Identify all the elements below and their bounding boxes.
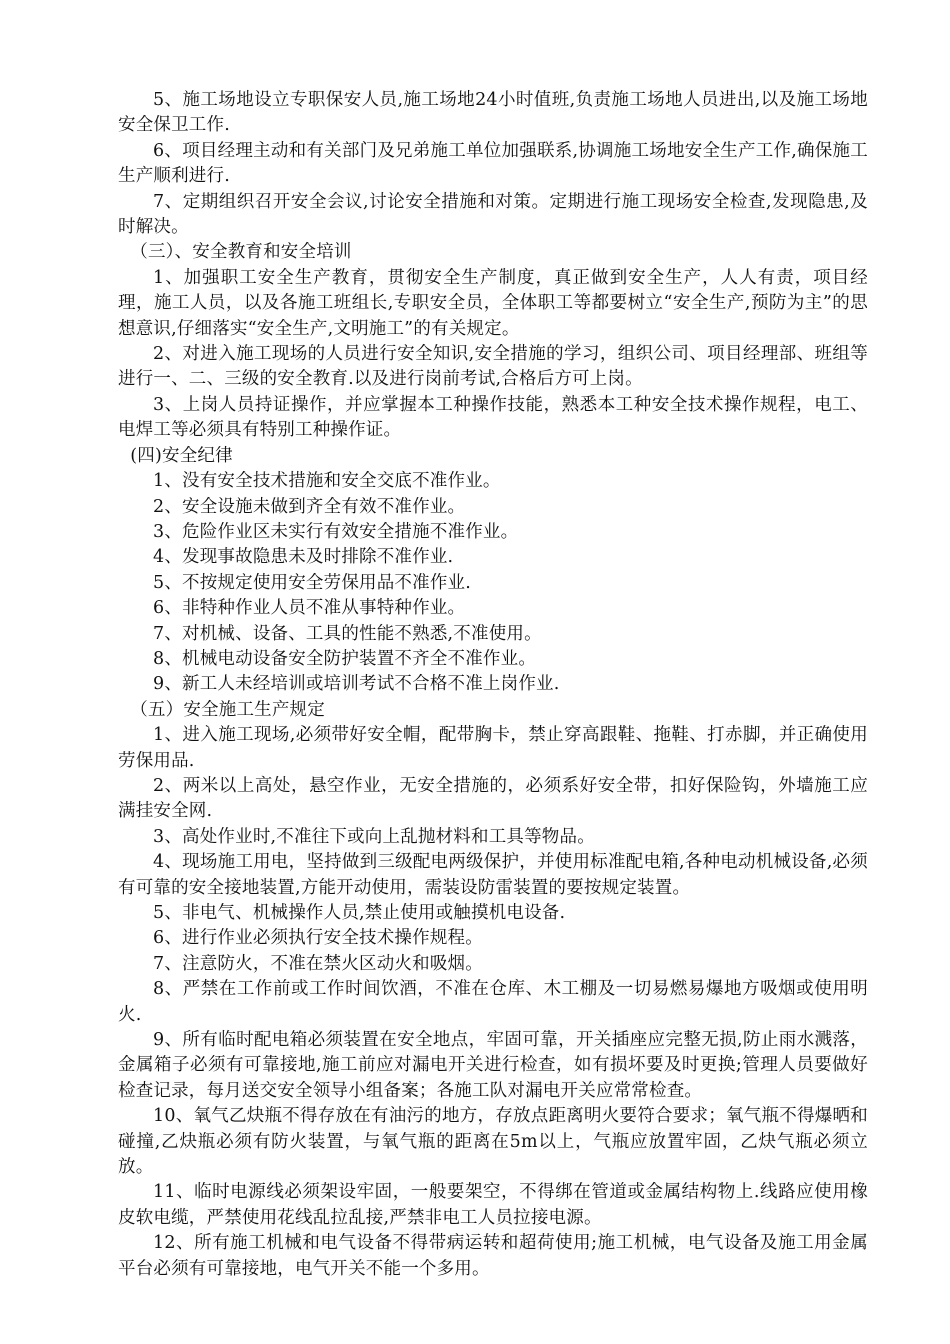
paragraph-security-guards: 5、施工场地设立专职保安人员,施工场地24小时值班,负责施工场地人员进出,以及施工场地安全保卫工作. <box>118 90 868 136</box>
discipline-item-4: 4、发现事故隐患未及时排除不准作业. <box>153 547 454 568</box>
paragraph-education-3: 3、上岗人员持证操作，并应掌握本工种操作技能，熟悉本工种安全技术操作规程，电工、电焊工等必须具有特别工种操作证。 <box>118 394 868 441</box>
rule-item-6: 6、进行作业必须执行安全技术操作规程。 <box>153 928 483 949</box>
section-heading-safety-discipline: (四)安全纪律 <box>130 445 233 466</box>
discipline-item-1: 1、没有安全技术措施和安全交底不准作业。 <box>153 471 501 492</box>
rule-item-5: 5、非电气、机械操作人员,禁止使用或触摸机电设备. <box>153 903 566 923</box>
section-heading-safety-rules: （五）安全施工生产规定 <box>130 699 325 720</box>
paragraph-education-1: 1、加强职工安全生产教育，贯彻安全生产制度，真正做到安全生产，人人有责，项目经理，施工人员，以及各施工班组长,专职安全员，全体职工等都要树立“安全生产,预防为主”的思想意识,仔细落实“安全生产,文明施工”的有关规定。 <box>118 267 868 339</box>
rule-item-3: 3、高处作业时,不准往下或向上乱抛材料和工具等物品。 <box>153 826 595 847</box>
rule-item-8: 8、严禁在工作前或工作时间饮酒，不准在仓库、木工棚及一切易燃易爆地方吸烟或使用明火. <box>118 979 868 1025</box>
discipline-item-9: 9、新工人未经培训或培训考试不合格不准上岗作业. <box>153 674 560 695</box>
rule-item-1: 1、进入施工现场,必须带好安全帽，配带胸卡，禁止穿高跟鞋、拖鞋、打赤脚，并正确使用劳保用品. <box>118 725 868 771</box>
rule-item-2: 2、两米以上高处，悬空作业，无安全措施的，必须系好安全带，扣好保险钩，外墙施工应满挂安全网. <box>118 775 868 822</box>
paragraph-education-2: 2、对进入施工现场的人员进行安全知识,安全措施的学习，组织公司、项目经理部、班组等进行一、二、三级的安全教育.以及进行岗前考试,合格后方可上岗。 <box>118 344 868 390</box>
rule-item-12: 12、所有施工机械和电气设备不得带病运转和超荷使用;施工机械，电气设备及施工用金属平台必须有可靠接地，电气开关不能一个多用。 <box>118 1233 868 1279</box>
rule-item-11: 11、临时电源线必须架设牢固，一般要架空，不得绑在管道或金属结构物上.线路应使用橡皮软电缆，严禁使用花线乱拉乱接,严禁非电工人员拉接电源。 <box>118 1182 868 1228</box>
rule-item-7: 7、注意防火，不准在禁火区动火和吸烟。 <box>153 953 483 974</box>
discipline-item-2: 2、安全设施未做到齐全有效不准作业。 <box>153 496 466 517</box>
discipline-item-3: 3、危险作业区未实行有效安全措施不准作业。 <box>153 521 519 542</box>
discipline-item-8: 8、机械电动设备安全防护装置不齐全不准作业。 <box>153 648 537 669</box>
discipline-item-5: 5、不按规定使用安全劳保用品不准作业. <box>153 572 471 593</box>
discipline-item-7: 7、对机械、设备、工具的性能不熟悉,不准使用。 <box>153 623 542 644</box>
rule-item-10: 10、氧气乙炔瓶不得存放在有油污的地方，存放点距离明火要符合要求；氧气瓶不得爆晒和碰撞,乙炔瓶必须有防火装置，与氧气瓶的距离在5m以上，气瓶应放置牢固，乙炔气瓶必须立放。 <box>118 1106 868 1178</box>
paragraph-safety-meetings: 7、定期组织召开安全会议,讨论安全措施和对策。定期进行施工现场安全检查,发现隐患,及时解决。 <box>118 191 868 238</box>
document-body <box>118 88 868 1282</box>
paragraph-coordination: 6、项目经理主动和有关部门及兄弟施工单位加强联系,协调施工场地安全生产工作,确保施工生产顺利进行. <box>118 140 868 187</box>
rule-item-9: 9、所有临时配电箱必须装置在安全地点，牢固可靠，开关插座应完整无损,防止雨水溅落，金属箱子必须有可靠接地,施工前应对漏电开关进行检查，如有损坏要及时更换;管理人员要做好检查记录，每月送交安全领导小组备案；各施工队对漏电开关应常常检查。 <box>118 1030 868 1101</box>
section-heading-safety-education: （三）、安全教育和安全培训 <box>130 242 352 263</box>
discipline-item-6: 6、非特种作业人员不准从事特种作业。 <box>153 598 466 619</box>
rule-item-4: 4、现场施工用电，坚持做到三级配电两级保护，并使用标准配电箱,各种电动机械设备,必须有可靠的安全接地装置,方能开动使用，需装设防雷装置的要按规定装置。 <box>118 852 868 898</box>
